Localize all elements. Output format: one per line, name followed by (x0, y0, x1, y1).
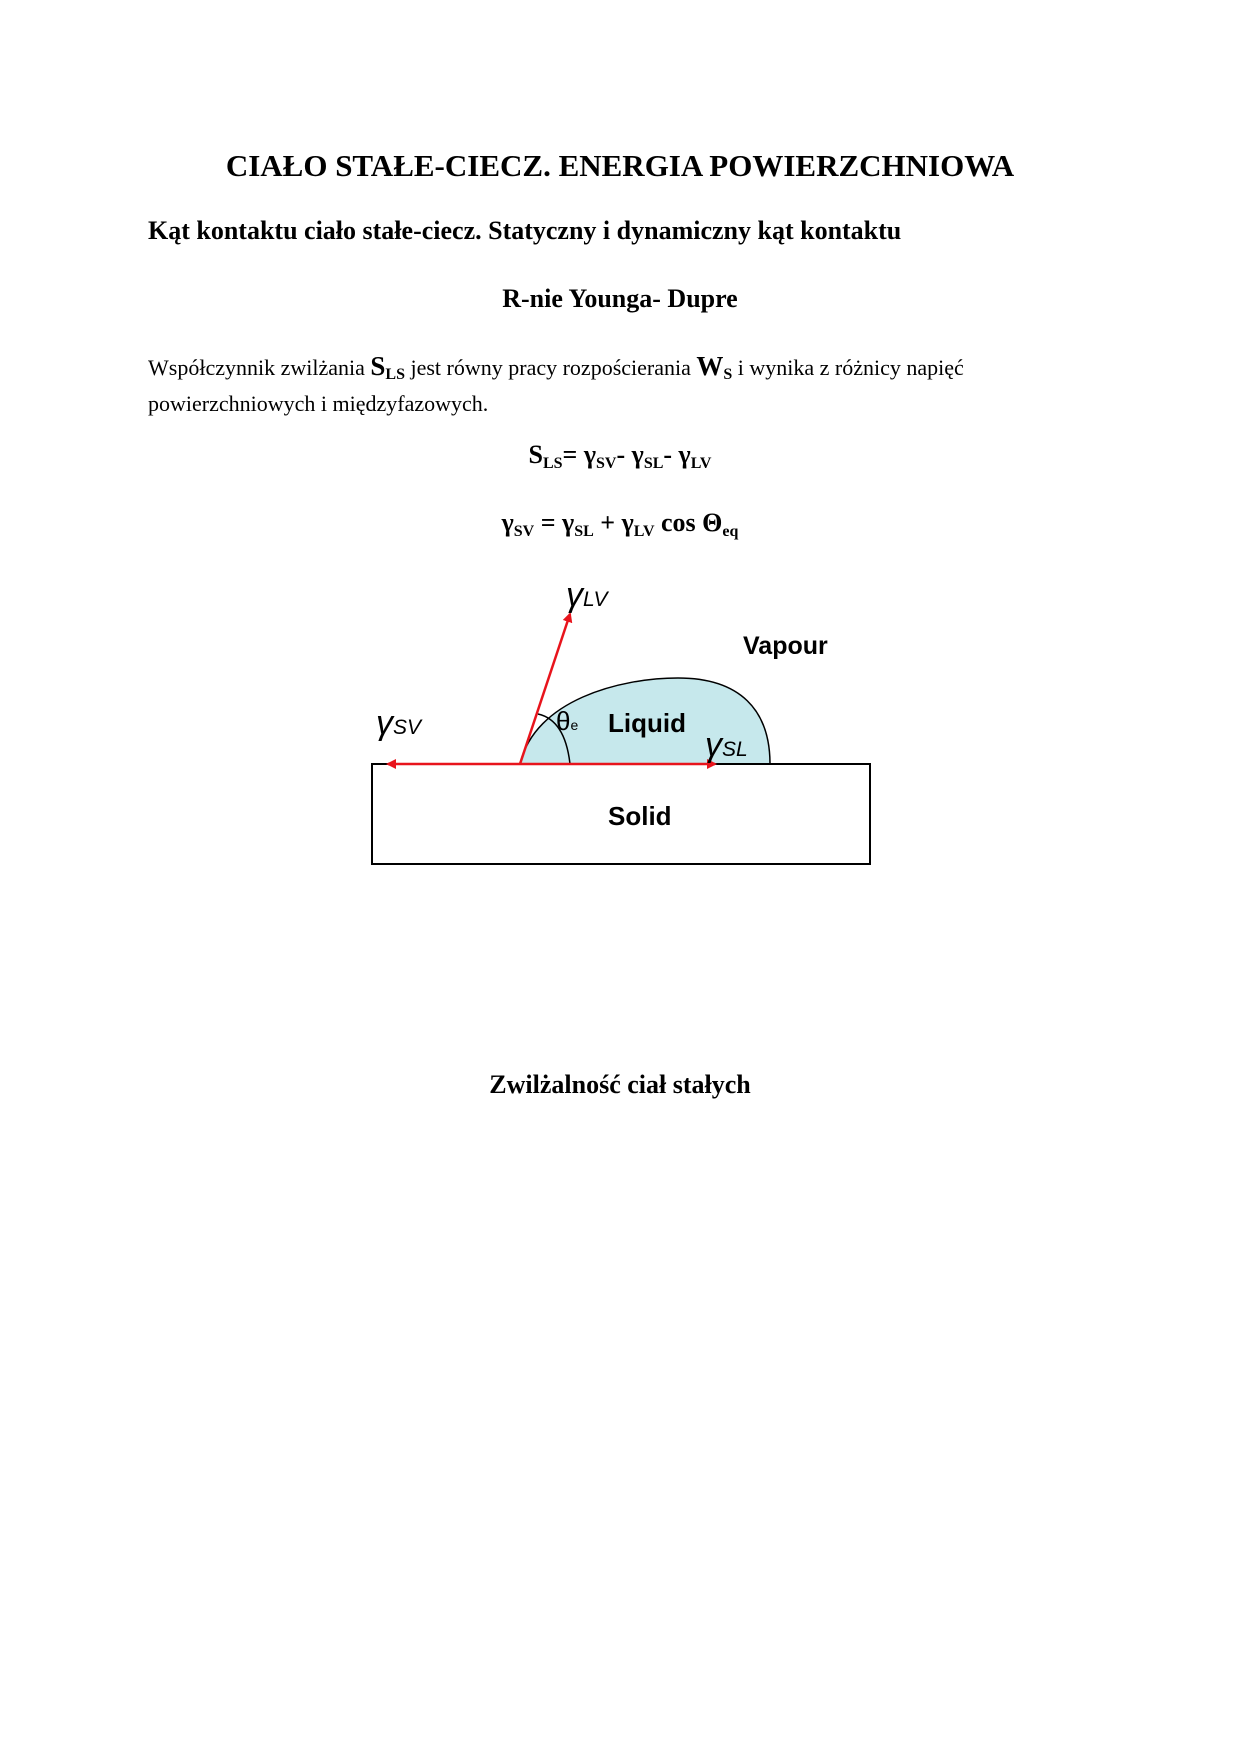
eq1-lhs-sub: LS (542, 455, 563, 472)
equation-spreading (0, 440, 1240, 473)
equation-young (0, 508, 1240, 541)
eq1-t1-sub: SV (596, 455, 617, 472)
solid-label: Solid (608, 801, 672, 831)
eq2-t3-sub: eq (722, 523, 739, 540)
eq2-t2: + γ (593, 508, 634, 537)
symbol-w (696, 351, 732, 381)
eq2-t2-sub: LV (633, 523, 655, 540)
gamma-sv-label: γSV (376, 704, 422, 742)
eq2-t1: = γ (534, 508, 575, 537)
liquid-label: Liquid (608, 708, 686, 738)
page-title: CIAŁO STAŁE-CIECZ. ENERGIA POWIERZCHNIOWA (225, 148, 1015, 183)
eq1-lhs: S (528, 440, 543, 469)
paragraph-text-3: i wynika z różnicy napięć powierzchniowych i międzyfazowych. (148, 355, 964, 416)
eq2-t3: cos Θ (654, 508, 723, 537)
eq1-t2-sub: SL (643, 455, 664, 472)
eq1-t2: - γ (616, 440, 644, 469)
gamma-lv-label: γLV (566, 576, 608, 614)
section-subtitle: Kąt kontaktu ciało stałe-ciecz. Statyczny i dynamiczny kąt kontaktu (148, 216, 902, 245)
gamma-sl-label: γSL (705, 726, 748, 764)
paragraph-text-2: jest równy pracy rozpościerania (404, 355, 697, 380)
wetting-paragraph (148, 352, 1108, 418)
eq2-lhs-sub: SV (513, 523, 535, 540)
symbol-s-sub: LS (385, 366, 405, 383)
eq1-t1: = γ (562, 440, 597, 469)
paragraph-text-1: Współczynnik zwilżania (148, 355, 371, 380)
theta-label: θe (556, 706, 579, 736)
vapour-label: Vapour (743, 632, 828, 660)
symbol-w-sub: S (723, 366, 733, 383)
symbol-s-base: S (370, 351, 386, 381)
eq1-t3-sub: LV (690, 455, 712, 472)
eq2-t1-sub: SL (574, 523, 594, 540)
wettability-heading: Zwilżalność ciał stałych (489, 1070, 751, 1099)
young-dupre-heading: R-nie Younga- Dupre (502, 284, 738, 313)
symbol-w-base: W (696, 351, 724, 381)
eq1-t3: - γ (663, 440, 691, 469)
symbol-s (370, 351, 405, 381)
eq2-lhs: γ (501, 508, 514, 537)
contact-angle-diagram (360, 570, 880, 880)
